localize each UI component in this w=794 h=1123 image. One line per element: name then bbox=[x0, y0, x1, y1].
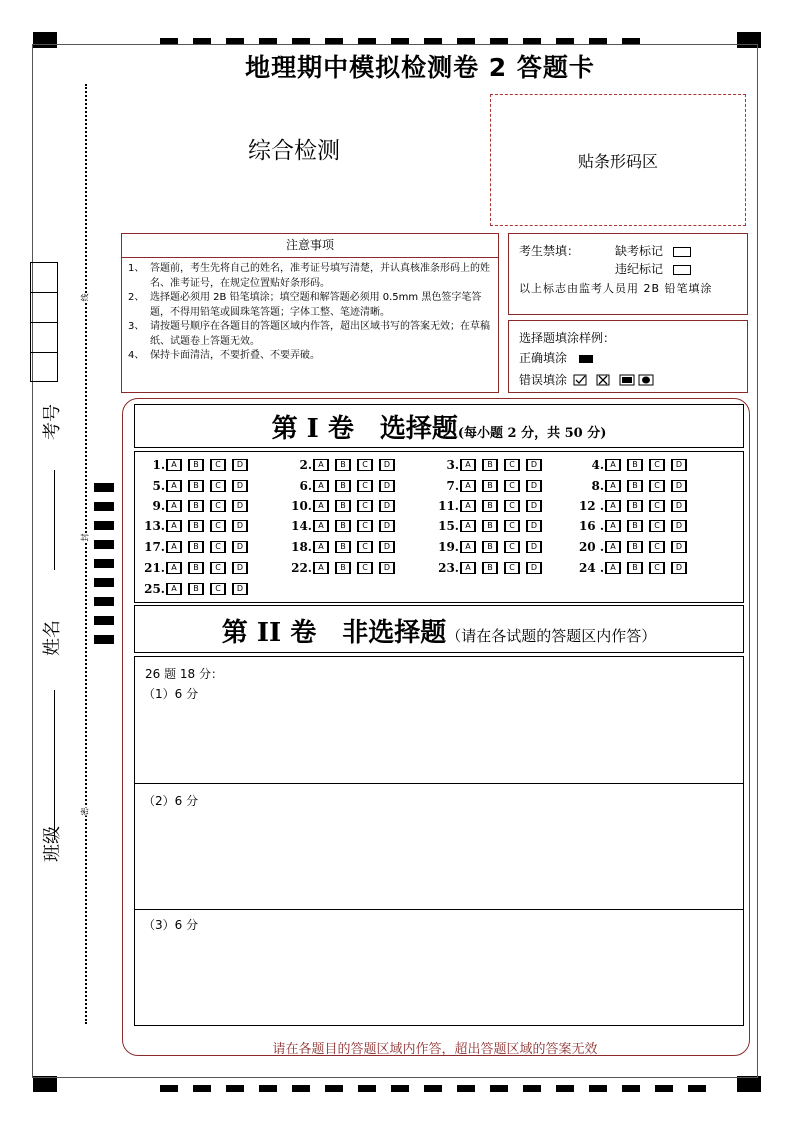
option-bubble[interactable]: D bbox=[672, 520, 686, 532]
question-number: 16 . bbox=[578, 519, 604, 533]
question-number: 7. bbox=[446, 479, 459, 493]
option-bubble[interactable]: C bbox=[650, 500, 664, 512]
option-bubble[interactable]: C bbox=[358, 562, 372, 574]
option-bubble[interactable]: D bbox=[672, 459, 686, 471]
option-bubble[interactable]: B bbox=[483, 562, 497, 574]
question-number: 8. bbox=[591, 479, 604, 493]
filled-box-icon bbox=[579, 355, 593, 363]
option-bubble[interactable]: C bbox=[358, 480, 372, 492]
choice-question bbox=[429, 458, 549, 472]
absent-mark-box[interactable] bbox=[673, 247, 691, 257]
option-bubble[interactable]: D bbox=[672, 480, 686, 492]
student-name-label: 姓名 bbox=[42, 620, 63, 656]
choice-question bbox=[282, 458, 402, 472]
page-title: 地理期中模拟检测卷 2 答题卡 bbox=[245, 53, 595, 82]
choice-question bbox=[135, 561, 255, 575]
question-number: 3. bbox=[446, 458, 459, 472]
option-bubble[interactable]: C bbox=[358, 459, 372, 471]
seal-char-xian: 线 bbox=[80, 293, 90, 302]
option-bubble[interactable]: A bbox=[167, 541, 181, 553]
option-bubble[interactable]: C bbox=[505, 480, 519, 492]
option-bubble[interactable]: D bbox=[233, 583, 247, 595]
question-number: 15. bbox=[438, 519, 459, 533]
option-bubble[interactable]: A bbox=[606, 541, 620, 553]
question-number: 14. bbox=[291, 519, 312, 533]
option-bubble[interactable]: A bbox=[167, 562, 181, 574]
choice-question bbox=[135, 540, 255, 554]
seat-number-boxes[interactable] bbox=[30, 262, 58, 382]
barcode-area bbox=[490, 94, 746, 226]
question-number: 23. bbox=[438, 561, 459, 575]
option-bubble[interactable]: C bbox=[650, 520, 664, 532]
option-bubble[interactable]: B bbox=[628, 520, 642, 532]
option-bubble[interactable]: A bbox=[606, 500, 620, 512]
option-bubble[interactable]: C bbox=[358, 520, 372, 532]
choice-question bbox=[574, 519, 694, 533]
option-bubble[interactable]: B bbox=[336, 520, 350, 532]
option-bubble[interactable]: C bbox=[211, 480, 225, 492]
section1-note: (每小题 2 分，共 50 分) bbox=[457, 426, 607, 441]
option-bubble[interactable]: A bbox=[461, 500, 475, 512]
option-bubble[interactable]: A bbox=[461, 520, 475, 532]
option-bubble[interactable]: A bbox=[314, 500, 328, 512]
section1-header bbox=[134, 404, 744, 448]
choice-question bbox=[135, 479, 255, 493]
corner-mark-br bbox=[737, 1076, 761, 1092]
option-bubble[interactable]: C bbox=[650, 541, 664, 553]
option-bubble[interactable]: B bbox=[189, 480, 203, 492]
option-bubble[interactable]: A bbox=[606, 459, 620, 471]
seal-char-feng: 封 bbox=[80, 533, 90, 542]
option-bubble[interactable]: C bbox=[358, 500, 372, 512]
option-bubble[interactable]: B bbox=[189, 500, 203, 512]
barcode-label: 贴条形码区 bbox=[577, 151, 658, 171]
option-bubble[interactable]: D bbox=[527, 562, 541, 574]
option-bubble[interactable]: A bbox=[167, 480, 181, 492]
question-number: 6. bbox=[299, 479, 312, 493]
question-number: 11. bbox=[438, 499, 459, 513]
option-bubble[interactable]: A bbox=[314, 480, 328, 492]
violation-mark-label: 违纪标记 bbox=[615, 262, 664, 276]
option-bubble[interactable]: C bbox=[211, 583, 225, 595]
option-bubble[interactable]: A bbox=[461, 562, 475, 574]
choice-question bbox=[574, 458, 694, 472]
section1-title: 第 I 卷 选择题 bbox=[271, 414, 458, 444]
notice-item: 2、 选择题必须用 2B 铅笔填涂；填空题和解答题必须用 0.5mm 黑色签字笔答题，不得用铅笔或圆珠笔答题；字体工整、笔迹清晰。 bbox=[128, 292, 482, 318]
option-bubble[interactable]: C bbox=[358, 541, 372, 553]
option-bubble[interactable]: B bbox=[483, 459, 497, 471]
notice-box bbox=[121, 233, 499, 393]
option-bubble[interactable]: D bbox=[380, 500, 394, 512]
option-bubble[interactable]: C bbox=[505, 541, 519, 553]
option-bubble[interactable]: D bbox=[380, 541, 394, 553]
exam-number-label: 考号 bbox=[42, 404, 63, 440]
option-bubble[interactable]: D bbox=[672, 541, 686, 553]
student-name-line[interactable] bbox=[54, 690, 55, 800]
option-bubble[interactable]: D bbox=[233, 500, 247, 512]
option-bubble[interactable]: A bbox=[314, 562, 328, 574]
option-bubble[interactable]: A bbox=[167, 520, 181, 532]
exam-number-line[interactable] bbox=[54, 470, 55, 570]
option-bubble[interactable]: D bbox=[380, 562, 394, 574]
question-number: 10. bbox=[291, 499, 312, 513]
question-number: 21. bbox=[144, 561, 165, 575]
option-bubble[interactable]: B bbox=[336, 541, 350, 553]
option-bubble[interactable]: C bbox=[650, 459, 664, 471]
wrong-fill-label: 错误填涂 bbox=[519, 373, 568, 387]
choice-question bbox=[574, 479, 694, 493]
option-bubble[interactable]: D bbox=[380, 520, 394, 532]
choice-question bbox=[574, 540, 694, 554]
question-number: 1. bbox=[152, 458, 165, 472]
option-bubble[interactable]: C bbox=[650, 480, 664, 492]
option-bubble[interactable]: C bbox=[505, 500, 519, 512]
question-number: 13. bbox=[144, 519, 165, 533]
option-bubble[interactable]: B bbox=[189, 562, 203, 574]
option-bubble[interactable]: B bbox=[628, 541, 642, 553]
option-bubble[interactable]: B bbox=[189, 459, 203, 471]
option-bubble[interactable]: A bbox=[167, 583, 181, 595]
fill-sample-box bbox=[508, 320, 748, 393]
choice-question bbox=[135, 582, 255, 596]
section2-title: 第 II 卷 非选择题 bbox=[221, 618, 447, 648]
choice-question bbox=[135, 519, 255, 533]
option-bubble[interactable]: B bbox=[483, 480, 497, 492]
part1-label: （1）6 分 bbox=[143, 687, 199, 701]
option-bubble[interactable]: B bbox=[189, 583, 203, 595]
option-bubble[interactable]: C bbox=[211, 500, 225, 512]
option-bubble[interactable]: A bbox=[167, 500, 181, 512]
option-bubble[interactable]: D bbox=[527, 459, 541, 471]
option-bubble[interactable]: C bbox=[505, 520, 519, 532]
option-bubble[interactable]: C bbox=[650, 562, 664, 574]
option-bubble[interactable]: B bbox=[483, 500, 497, 512]
footer-warning: 请在各题目的答题区域内作答，超出答题区域的答案无效 bbox=[272, 1042, 598, 1057]
option-bubble[interactable]: D bbox=[527, 520, 541, 532]
section2-note: （请在各试题的答题区内作答） bbox=[446, 627, 657, 645]
option-bubble[interactable]: B bbox=[189, 520, 203, 532]
notice-item: 3、 请按题号顺序在各题目的答题区域内作答，超出区域书写的答案无效；在草稿纸、试题卷上答题无效。 bbox=[128, 321, 490, 347]
choice-question bbox=[574, 561, 694, 575]
answer-area-part2[interactable] bbox=[134, 783, 744, 910]
option-bubble[interactable]: D bbox=[233, 541, 247, 553]
wrong-fill-examples-icon bbox=[573, 374, 663, 386]
question-number: 17. bbox=[144, 540, 165, 554]
correct-fill-label: 正确填涂 bbox=[519, 351, 568, 365]
choice-question bbox=[429, 479, 549, 493]
option-bubble[interactable]: D bbox=[233, 520, 247, 532]
absent-mark-label: 缺考标记 bbox=[615, 244, 664, 258]
choice-question bbox=[282, 479, 402, 493]
question-number: 25. bbox=[144, 582, 165, 596]
notice-heading: 注意事项 bbox=[122, 234, 498, 258]
question-number: 12 . bbox=[578, 499, 604, 513]
question-number: 18. bbox=[291, 540, 312, 554]
option-bubble[interactable]: B bbox=[628, 562, 642, 574]
seal-char-mi: 密 bbox=[80, 807, 90, 816]
option-bubble[interactable]: D bbox=[527, 480, 541, 492]
option-bubble[interactable]: C bbox=[505, 562, 519, 574]
notice-list bbox=[122, 258, 498, 364]
option-bubble[interactable]: D bbox=[380, 459, 394, 471]
option-bubble[interactable]: C bbox=[211, 459, 225, 471]
fill-sample-label: 选择题填涂样例： bbox=[519, 331, 616, 345]
binding-dotted-line bbox=[85, 84, 87, 1024]
choice-question bbox=[574, 499, 694, 513]
notice-item: 1、 答题前，考生先将自己的姓名，准考证号填写清楚，并认真核准条形码上的姓名、准考证号，在规定位置贴好条形码。 bbox=[128, 263, 490, 289]
option-bubble[interactable]: B bbox=[483, 520, 497, 532]
answer-area-part1[interactable] bbox=[134, 656, 744, 784]
question-number: 9. bbox=[152, 499, 165, 513]
option-bubble[interactable]: A bbox=[606, 520, 620, 532]
option-bubble[interactable]: D bbox=[527, 541, 541, 553]
corner-mark-bl bbox=[33, 1076, 57, 1092]
option-bubble[interactable]: C bbox=[211, 541, 225, 553]
exam-ban-note: 以上标志由监考人员用 2B 铅笔填涂 bbox=[519, 282, 713, 295]
option-bubble[interactable]: B bbox=[628, 500, 642, 512]
option-bubble[interactable]: A bbox=[167, 459, 181, 471]
option-bubble[interactable]: B bbox=[189, 541, 203, 553]
option-bubble[interactable]: A bbox=[606, 562, 620, 574]
option-bubble[interactable]: D bbox=[672, 562, 686, 574]
option-bubble[interactable]: B bbox=[628, 459, 642, 471]
class-label: 班级 bbox=[42, 826, 63, 862]
exam-ban-box bbox=[508, 233, 748, 315]
notice-item: 4、 保持卡面清洁，不要折叠、不要弄破。 bbox=[128, 350, 320, 361]
option-bubble[interactable]: B bbox=[483, 541, 497, 553]
option-bubble[interactable]: B bbox=[628, 480, 642, 492]
question-number: 4. bbox=[591, 458, 604, 472]
choice-question bbox=[429, 519, 549, 533]
part2-label: （2）6 分 bbox=[143, 794, 199, 808]
option-bubble[interactable]: B bbox=[336, 459, 350, 471]
option-bubble[interactable]: D bbox=[233, 480, 247, 492]
option-bubble[interactable]: A bbox=[461, 459, 475, 471]
choice-question bbox=[429, 540, 549, 554]
choice-question bbox=[282, 540, 402, 554]
choice-question bbox=[282, 561, 402, 575]
q26-label: 26 题 18 分： bbox=[145, 667, 223, 681]
option-bubble[interactable]: B bbox=[336, 562, 350, 574]
choice-grid bbox=[134, 451, 744, 603]
violation-mark-box[interactable] bbox=[673, 265, 691, 275]
class-line[interactable] bbox=[54, 800, 55, 840]
choice-question bbox=[282, 519, 402, 533]
question-number: 5. bbox=[152, 479, 165, 493]
question-number: 24 . bbox=[578, 561, 604, 575]
part3-label: （3）6 分 bbox=[143, 918, 199, 932]
option-bubble[interactable]: B bbox=[336, 480, 350, 492]
choice-question bbox=[429, 499, 549, 513]
option-bubble[interactable]: D bbox=[672, 500, 686, 512]
option-bubble[interactable]: A bbox=[314, 520, 328, 532]
option-bubble[interactable]: C bbox=[505, 459, 519, 471]
exam-ban-label: 考生禁填： bbox=[519, 244, 580, 258]
answer-area-part3[interactable] bbox=[134, 909, 744, 1026]
option-bubble[interactable]: A bbox=[461, 480, 475, 492]
section2-header bbox=[134, 605, 744, 653]
option-bubble[interactable]: D bbox=[380, 480, 394, 492]
option-bubble[interactable]: C bbox=[211, 520, 225, 532]
option-bubble[interactable]: A bbox=[461, 541, 475, 553]
question-number: 20 . bbox=[578, 540, 604, 554]
option-bubble[interactable]: D bbox=[527, 500, 541, 512]
option-bubble[interactable]: A bbox=[314, 459, 328, 471]
choice-question bbox=[135, 499, 255, 513]
choice-question bbox=[135, 458, 255, 472]
question-number: 22. bbox=[291, 561, 312, 575]
page-subtitle: 综合检测 bbox=[248, 138, 340, 164]
option-bubble[interactable]: A bbox=[606, 480, 620, 492]
question-number: 2. bbox=[299, 458, 312, 472]
option-bubble[interactable]: D bbox=[233, 459, 247, 471]
choice-question bbox=[282, 499, 402, 513]
option-bubble[interactable]: D bbox=[233, 562, 247, 574]
option-bubble[interactable]: C bbox=[211, 562, 225, 574]
option-bubble[interactable]: A bbox=[314, 541, 328, 553]
question-number: 19. bbox=[438, 540, 459, 554]
option-bubble[interactable]: B bbox=[336, 500, 350, 512]
choice-question bbox=[429, 561, 549, 575]
